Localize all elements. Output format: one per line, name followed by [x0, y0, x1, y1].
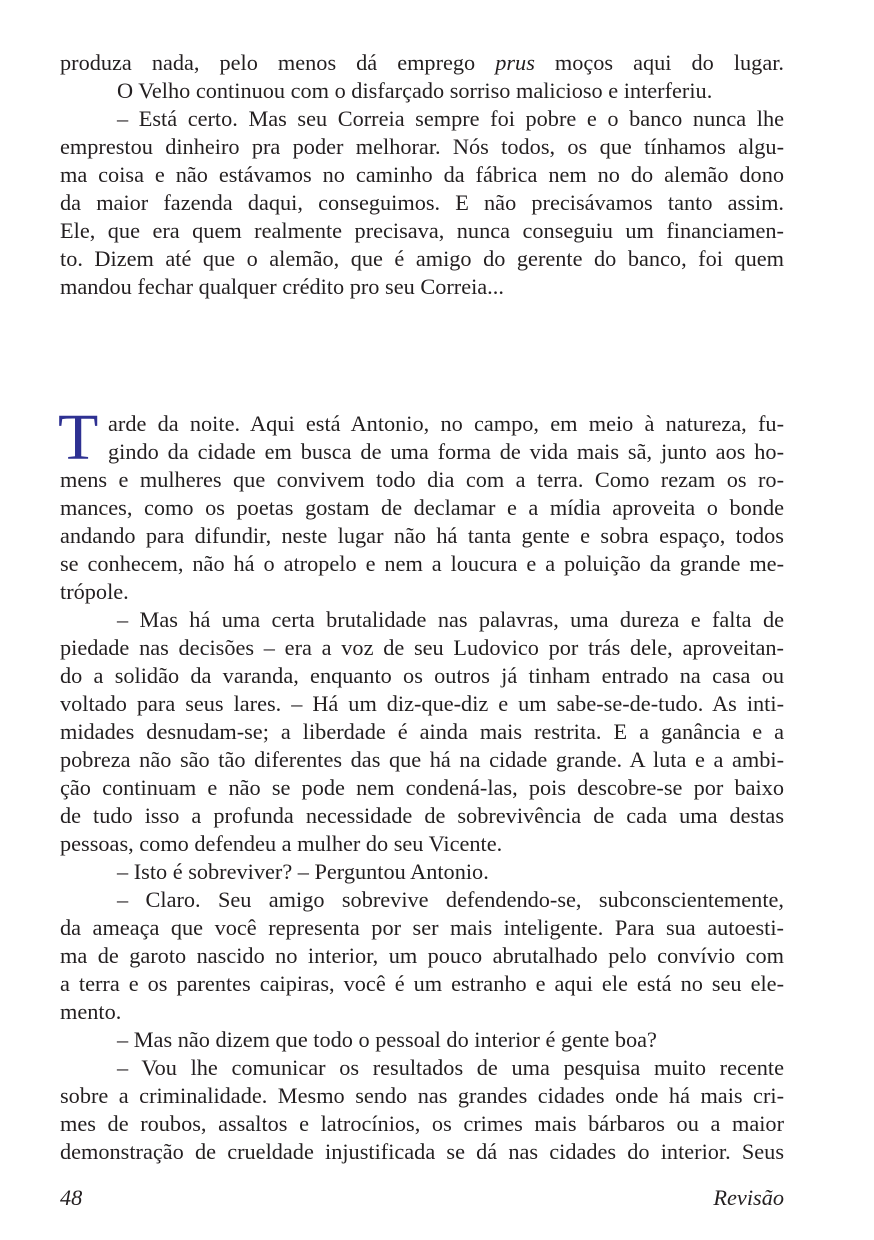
paragraph-line: arde da noite. Aqui está Antonio, no campo, em meio à natureza, fu- — [108, 411, 784, 436]
paragraph-line: – Vou lhe comunicar os resultados de uma pesquisa muito recente — [117, 1055, 784, 1080]
paragraph-line: se conhecem, não há o atropelo e nem a loucura e a poluição da grande me- — [60, 551, 784, 576]
paragraph-line: mens e mulheres que convivem todo dia com a terra. Como rezam os ro- — [60, 467, 784, 492]
paragraph-line: Ele, que era quem realmente precisava, nunca conseguiu um financiamen- — [60, 218, 784, 243]
paragraph-line: – Claro. Seu amigo sobrevive defendendo-se, subconscientemente, — [117, 887, 784, 912]
paragraph-line: to. Dizem até que o alemão, que é amigo do gerente do banco, foi quem — [60, 246, 784, 271]
paragraph-line: ção continuam e não se pode nem condená-las, pois descobre-se por baixo — [60, 775, 784, 800]
paragraph-line: – Mas há uma certa brutalidade nas palavras, uma dureza e falta de — [117, 607, 784, 632]
paragraph-line: ma de garoto nascido no interior, um pouco abrutalhado pelo convívio com — [60, 943, 784, 968]
paragraph-line: mento. — [60, 999, 122, 1024]
paragraph-line: trópole. — [60, 579, 129, 604]
paragraph-line: gindo da cidade em busca de uma forma de vida mais sã, junto aos ho- — [108, 439, 784, 464]
paragraph-line: piedade nas decisões – era a voz de seu Ludovico por trás dele, aproveitan- — [60, 635, 784, 660]
paragraph-line: a terra e os parentes caipiras, você é um estranho e aqui ele está no seu ele- — [60, 971, 784, 996]
paragraph-line: mes de roubos, assaltos e latrocínios, os crimes mais bárbaros ou a maior — [60, 1111, 784, 1136]
paragraph-line: – Isto é sobreviver? – Perguntou Antonio. — [117, 859, 489, 884]
paragraph-line: mances, como os poetas gostam de declamar e a mídia aproveita o bonde — [60, 495, 784, 520]
paragraph-line: – Está certo. Mas seu Correia sempre foi pobre e o banco nunca lhe — [117, 106, 784, 131]
paragraph-line: de tudo isso a profunda necessidade de sobrevivência de cada uma destas — [60, 803, 784, 828]
paragraph-line: midades desnudam-se; a liberdade é ainda mais restrita. E a ganância e a — [60, 719, 784, 744]
paragraph-line: do a solidão da varanda, enquanto os outros já tinham entrado na casa ou — [60, 663, 784, 688]
paragraph-line: ma coisa e não estávamos no caminho da fábrica nem no do alemão dono — [60, 162, 784, 187]
paragraph-line: – Mas não dizem que todo o pessoal do interior é gente boa? — [117, 1027, 657, 1052]
paragraph-line: da maior fazenda daqui, conseguimos. E não precisávamos tanto assim. — [60, 190, 784, 215]
paragraph-line: pessoas, como defendeu a mulher do seu Vicente. — [60, 831, 503, 856]
paragraph-line: produza nada, pelo menos dá emprego prus moços aqui do lugar. — [60, 50, 784, 75]
drop-cap: T — [58, 401, 99, 474]
page-number: 48 — [60, 1185, 83, 1210]
paragraph-line: voltado para seus lares. – Há um diz-que-diz e um sabe-se-de-tudo. As inti- — [60, 691, 784, 716]
paragraph-line: demonstração de crueldade injustificada se dá nas cidades do interior. Seus — [60, 1139, 784, 1164]
paragraph-line: O Velho continuou com o disfarçado sorriso malicioso e interferiu. — [117, 78, 713, 103]
paragraph-line: da ameaça que você representa por ser mais inteligente. Para sua autoesti- — [60, 915, 784, 940]
paragraph-line: pobreza não são tão diferentes das que há na cidade grande. A luta e a ambi- — [60, 747, 784, 772]
paragraph-line: andando para difundir, neste lugar não há tanta gente e sobra espaço, todos — [60, 523, 784, 548]
paragraph-line: mandou fechar qualquer crédito pro seu Correia... — [60, 274, 504, 299]
running-title: Revisão — [713, 1185, 784, 1210]
paragraph-line: sobre a criminalidade. Mesmo sendo nas grandes cidades onde há mais cri- — [60, 1083, 784, 1108]
italic-word: prus — [495, 50, 535, 75]
paragraph-line: emprestou dinheiro pra poder melhorar. Nós todos, os que tínhamos algu- — [60, 134, 784, 159]
